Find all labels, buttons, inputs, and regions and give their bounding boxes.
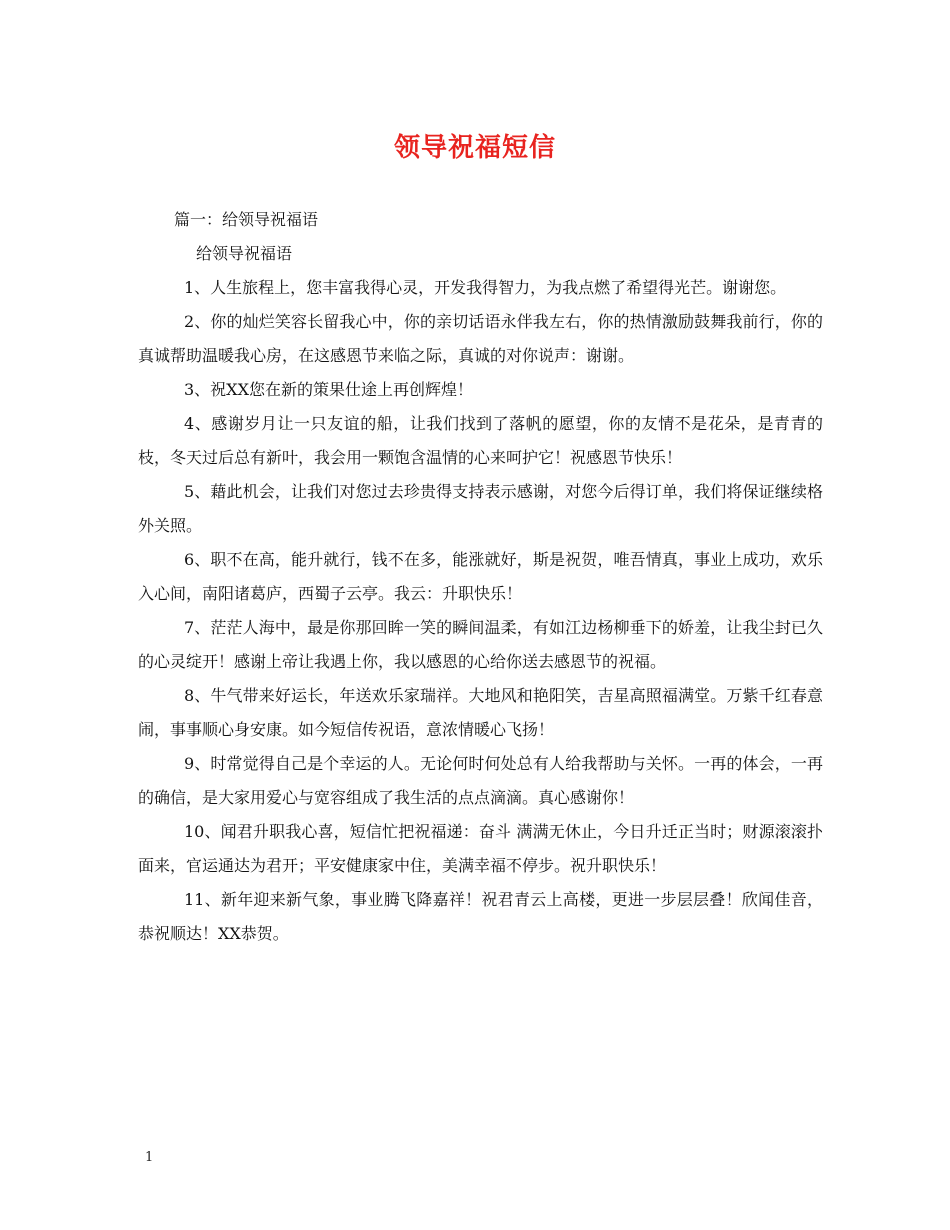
paragraph-6: 6、职不在高，能升就行，钱不在多，能涨就好，斯是祝贺，唯吾情真，事业上成功，欢乐入心间，南阳诸葛庐，西蜀子云亭。我云：升职快乐！ <box>138 550 823 603</box>
sub-heading: 给领导祝福语 <box>196 244 293 263</box>
paragraph-11: 11、新年迎来新气象，事业腾飞降嘉祥！祝君青云上高楼，更进一步层层叠！欣闻佳音，恭祝顺达！XX恭贺。 <box>138 890 823 943</box>
paragraph-10: 10、闻君升职我心喜，短信忙把祝福递：奋斗 满满无休止，今日升迁正当时；财源滚滚扑面来，官运通达为君开；平安健康家中住，美满幸福不停步。祝升职快乐！ <box>138 822 823 875</box>
paragraph-9: 9、时常觉得自己是个幸运的人。无论何时何处总有人给我帮助与关怀。一再的体会，一再的确信，是大家用爱心与宽容组成了我生活的点点滴滴。真心感谢你！ <box>138 754 823 807</box>
section-heading: 篇一：给领导祝福语 <box>174 210 319 229</box>
document-body <box>138 203 823 951</box>
paragraph-3: 3、祝XX您在新的策果仕途上再创辉煌！ <box>184 380 473 399</box>
paragraph-4: 4、感谢岁月让一只友谊的船，让我们找到了落帆的愿望，你的友情不是花朵，是青青的枝，冬天过后总有新叶，我会用一颗饱含温情的心来呵护它！祝感恩节快乐！ <box>138 414 823 467</box>
paragraph-7: 7、茫茫人海中，最是你那回眸一笑的瞬间温柔，有如江边杨柳垂下的娇羞，让我尘封已久的心灵绽开！感谢上帝让我遇上你，我以感恩的心给你送去感恩节的祝福。 <box>138 618 823 671</box>
paragraph-8: 8、牛气带来好运长，年送欢乐家瑞祥。大地风和艳阳笑，吉星高照福满堂。万紫千红春意闹，事事顺心身安康。如今短信传祝语，意浓情暖心飞扬！ <box>138 686 823 739</box>
paragraph-1: 1、人生旅程上，您丰富我得心灵，开发我得智力，为我点燃了希望得光芒。谢谢您。 <box>184 278 787 297</box>
paragraph-2: 2、你的灿烂笑容长留我心中，你的亲切话语永伴我左右，你的热情激励鼓舞我前行，你的真诚帮助温暖我心房，在这感恩节来临之际，真诚的对你说声：谢谢。 <box>138 312 823 365</box>
page-number: 1 <box>145 1150 154 1165</box>
paragraph-5: 5、藉此机会，让我们对您过去珍贵得支持表示感谢，对您今后得订单，我们将保证继续格外关照。 <box>138 482 823 535</box>
document-title: 领导祝福短信 <box>393 133 556 163</box>
